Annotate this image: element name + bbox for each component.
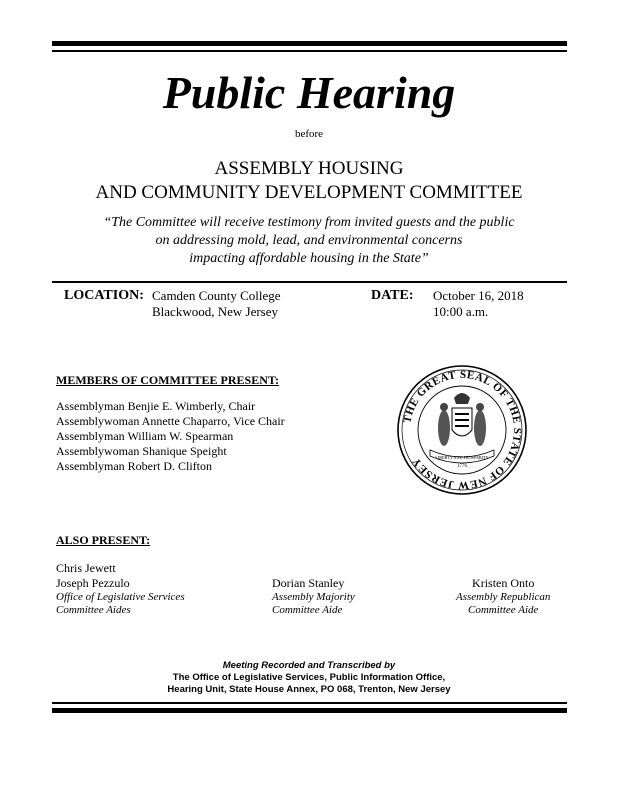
aide-block (56, 576, 185, 617)
page-title: Public Hearing (162, 67, 456, 118)
committee-line-2: AND COMMUNITY DEVELOPMENT COMMITTEE (95, 182, 523, 203)
footer-line-1: Meeting Recorded and Transcribed by (222, 660, 396, 671)
aide-org: Assembly Republican (456, 591, 551, 603)
members-heading: MEMBERS OF COMMITTEE PRESENT: (56, 373, 280, 387)
purpose-line-2: on addressing mold, lead, and environmental concerns (155, 233, 463, 248)
location-label: LOCATION: (64, 288, 144, 303)
committee-line-1: ASSEMBLY HOUSING (214, 158, 404, 179)
aide-org: Assembly Majority (272, 591, 355, 603)
seal-outer-text-path: THE GREAT SEAL OF THE STATE OF NEW JERSEY (401, 368, 524, 492)
top-rule-thin (52, 50, 567, 52)
hearing-purpose (0, 214, 618, 268)
member-item: Assemblywoman Annette Chaparro, Vice Chair (56, 414, 285, 428)
aide-block (456, 576, 550, 617)
also-present-first-name: Chris Jewett (56, 561, 116, 575)
date-value (433, 288, 524, 320)
bottom-rule-thin (52, 702, 567, 704)
before-text: before (294, 128, 324, 140)
purpose-line-1: “The Committee will receive testimony from invited guests and the public (103, 215, 515, 230)
aide-block (272, 576, 355, 617)
member-item: Assemblyman Benjie E. Wimberly, Chair (56, 399, 256, 413)
seal-year: 1776 (457, 464, 467, 469)
great-seal-image (396, 364, 528, 496)
aide-role: Committee Aide (468, 604, 539, 616)
member-item: Assemblywoman Shanique Speight (56, 444, 227, 458)
also-present-heading: ALSO PRESENT: (56, 533, 151, 547)
member-item: Assemblyman William W. Spearman (56, 429, 234, 443)
location-line-1: Camden County College (152, 288, 281, 303)
aide-name: Dorian Stanley (272, 576, 345, 590)
members-list (56, 399, 285, 474)
info-rule (52, 281, 567, 283)
footer-line-2: The Office of Legislative Services, Public Information Office, (172, 672, 446, 683)
location-line-2: Blackwood, New Jersey (152, 304, 278, 319)
date-line-1: October 16, 2018 (433, 288, 524, 303)
top-rule-thick (52, 41, 567, 46)
seal-ribbon-text: LIBERTY AND PROSPERITY (435, 455, 489, 460)
member-item: Assemblyman Robert D. Clifton (56, 459, 212, 473)
transcription-credit (0, 660, 618, 696)
aide-org: Office of Legislative Services (56, 591, 185, 603)
footer-line-3: Hearing Unit, State House Annex, PO 068, Trenton, New Jersey (167, 684, 451, 695)
aide-role: Committee Aides (56, 604, 131, 616)
location-value (152, 288, 281, 320)
committee-name (0, 157, 618, 205)
purpose-line-3: impacting affordable housing in the State” (189, 251, 429, 266)
date-label: DATE: (371, 288, 414, 303)
bottom-rule-thick (52, 708, 567, 713)
aide-name: Kristen Onto (472, 576, 535, 590)
aide-name: Joseph Pezzulo (56, 576, 130, 590)
aide-role: Committee Aide (272, 604, 343, 616)
date-line-2: 10:00 a.m. (433, 304, 489, 319)
